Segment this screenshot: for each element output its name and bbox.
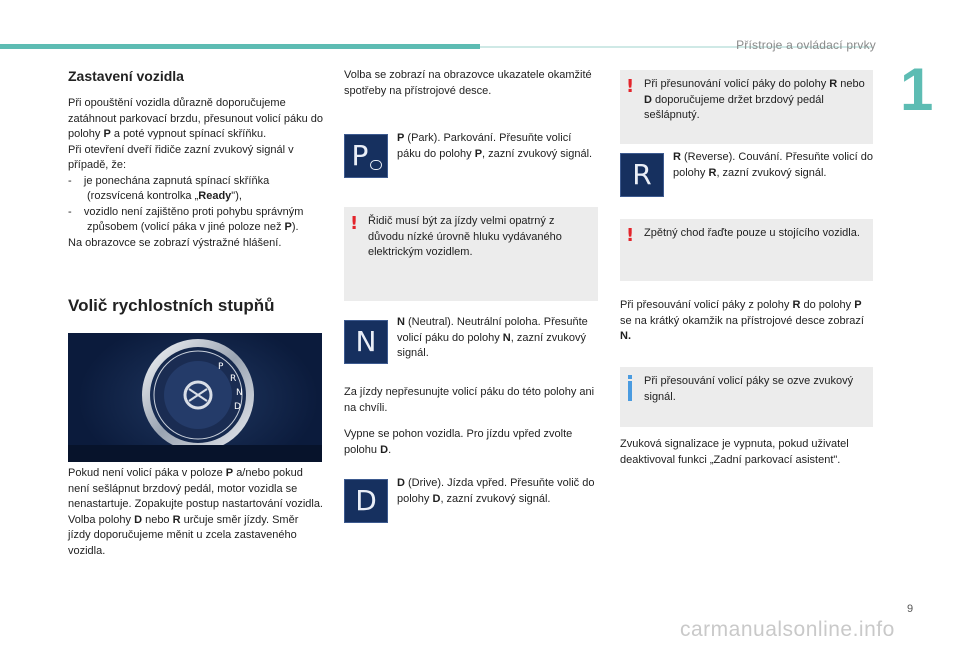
gear-p-description: P (Park). Parkování. Přesuňte volicí páku do polohy P, zazní zvukový signál. (397, 132, 593, 160)
gear-selector-image (68, 333, 322, 462)
gear-letter-p: P (218, 362, 224, 372)
r-to-p-note: Při přesouvání volicí páky z polohy R do polohy P se na krátký okamžik na přístrojové desce zobrazí N. (620, 299, 864, 342)
paragraph: Při otevření dveří řidiče zazní zvukový signál v případě, že: (68, 143, 294, 171)
section-title-gear-selector: Volič rychlostních stupňů (68, 296, 275, 315)
gear-d-icon: D (344, 479, 388, 523)
warning-exclamation-icon: ! (626, 76, 635, 97)
paragraph: Při opouštění vozidla důrazně doporučujeme zatáhnout parkovací brzdu, přesunout volicí páku do polohy P a poté vypnout spínací skříňku. (68, 97, 323, 140)
warning-box-quiet-vehicle: ! Řidič musí být za jízdy velmi opatrný z důvodu nízké úrovně hluku vydávaného elektrickým vozidlem. (344, 207, 598, 301)
info-box-sound: Při přesouvání volicí páky se ozve zvukový signál. (620, 367, 873, 427)
list-item: - je ponechána zapnutá spínací skříňka (rozsvícená kontrolka „Ready"), (68, 174, 270, 202)
page-number: 9 (907, 603, 914, 615)
gear-r-description: R (Reverse). Couvání. Přesuňte volicí do polohy R, zazní zvukový signál. (673, 151, 873, 179)
gear-n-icon: N (344, 320, 388, 364)
warning-exclamation-icon: ! (626, 225, 635, 246)
gear-letter-n: N (236, 388, 243, 398)
paragraph: Pokud není volicí páka v poloze P a/nebo pokud není sešlápnut brzdový pedál, motor vozidla se nenastartuje. Zopakujte postup nastartování vozidla. (68, 467, 323, 510)
gear-letter-d: D (234, 402, 241, 412)
drive-intro: Vypne se pohon vozidla. Pro jízdu vpřed zvolte polohu D. (344, 428, 573, 456)
gear-n-note: Za jízdy nepřesunujte volicí páku do této polohy ani na chvíli. (344, 386, 595, 414)
gear-r-icon: R (620, 153, 664, 197)
header-accent-bar (0, 44, 480, 49)
parking-brake-icon (370, 160, 382, 170)
gear-selector-illustration (68, 333, 322, 462)
paragraph: Na obrazovce se zobrazí výstražné hlášení. (68, 236, 282, 249)
warning-box-reverse: ! Zpětný chod řaďte pouze u stojícího vozidla. (620, 219, 873, 281)
gear-p-icon: P (344, 134, 388, 178)
column-1-lower-text (68, 466, 324, 559)
col2-intro: Volba se zobrazí na obrazovce ukazatele okamžité spotřeby na přístrojové desce. (344, 69, 592, 97)
info-icon (628, 375, 632, 401)
section-title-stopping: Zastavení vozidla (68, 68, 184, 84)
header-title: Přístroje a ovládací prvky (736, 38, 876, 52)
list-item: - vozidlo není zajištěno proti pohybu správným způsobem (volicí páka v jiné poloze než P). (68, 205, 304, 233)
chapter-number: 1 (900, 56, 934, 123)
warning-exclamation-icon: ! (350, 213, 359, 234)
gear-d-description: D (Drive). Jízda vpřed. Přesuňte volič do polohy D, zazní zvukový signál. (397, 477, 595, 505)
gear-n-description: N (Neutral). Neutrální poloha. Přesuňte volicí páku do polohy N, zazní zvukový signál. (397, 316, 588, 359)
warning-box-brake-pedal: ! Při přesunování volicí páky do polohy R nebo D doporučujeme držet brzdový pedál sešlápnutý. (620, 70, 873, 144)
gear-letter-r: R (230, 374, 237, 384)
parking-assist-note: Zvuková signalizace je vypnuta, pokud uživatel deaktivoval funkci „Zadní parkovací asistent". (620, 438, 849, 466)
column-1-text-block (68, 96, 324, 251)
paragraph: Volba polohy D nebo R určuje směr jízdy. Směr jízdy doporučujeme měnit u zcela zastaveného vozidla. (68, 513, 299, 557)
watermark: carmanualsonline.info (680, 618, 895, 641)
